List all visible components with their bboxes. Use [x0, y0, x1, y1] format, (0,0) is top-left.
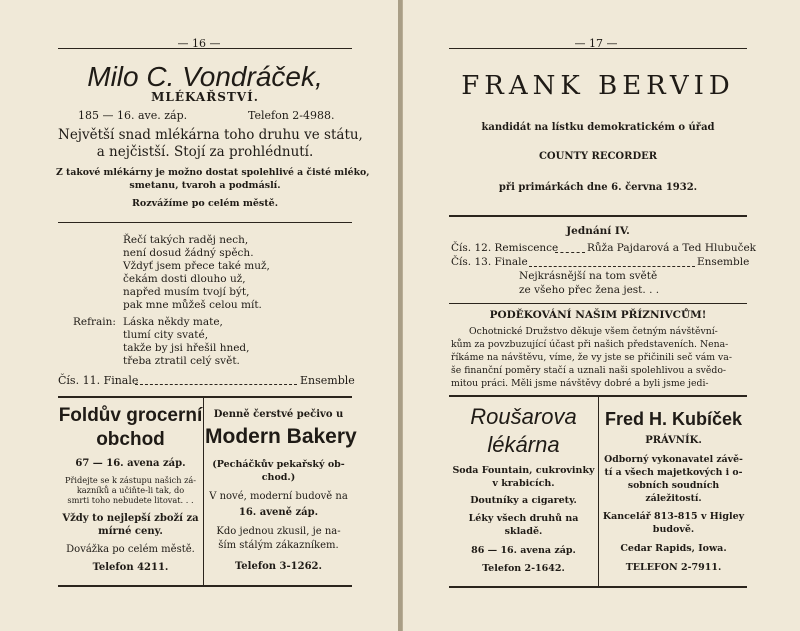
refrain-line: tlumí city svaté, [123, 329, 209, 341]
bakery-sub-2: chod.) [261, 472, 296, 483]
foldy-notice-3: smrti toho nebudete litovat. . . [67, 495, 194, 505]
refrain-line: Láska někdy mate, [123, 316, 223, 328]
vondracek-phone: Telefon 2-4988. [248, 109, 335, 122]
leader-dots [529, 266, 695, 267]
act-heading: Jednání IV. [566, 225, 630, 237]
program-item-11: Čís. 11. Finale [58, 374, 139, 387]
program-item-12-performer: Růža Pajdarová a Ted Hlubuček [587, 242, 757, 254]
bervid-line-3: při primárkách dne 6. června 1932. [498, 182, 698, 193]
kubicek-name: Fred H. Kubíček [604, 409, 743, 429]
verse-line: čekám dosti dlouho už, [123, 273, 246, 285]
bervid-name: FRANK BERVID [461, 71, 735, 101]
rousar-address: 86 — 16. avena záp. [471, 545, 576, 556]
refrain-line: třeba ztratil celý svět. [123, 355, 240, 367]
bakery-sub-1: (Pecháčkův pekařský ob- [212, 459, 345, 470]
refrain-line: takže by jsi hřešil hned, [123, 342, 250, 354]
kubicek-phone: TELEFON 2-7911. [625, 562, 722, 573]
foldy-notice-2: kazníků a učiňte-li tak, do [76, 485, 185, 495]
verse-line: Řečí takých raděj nech, [123, 234, 249, 246]
program-item-13-performer: Ensemble [697, 256, 750, 268]
kubicek-desc-3: sobních soudních [627, 480, 720, 491]
vondracek-name: Milo C. Vondráček, [87, 61, 323, 92]
section-rule [58, 222, 352, 223]
bakery-loyal-1: Kdo jednou zkusil, je na- [216, 526, 341, 537]
foldy-name-1: Foldův grocerní [58, 405, 203, 426]
ads-top-rule [58, 396, 352, 398]
bervid-line-1: kandidát na lístku demokratickém o úřad [481, 122, 715, 133]
leader-dots [555, 252, 585, 253]
kubicek-city: Cedar Rapids, Iowa. [620, 543, 727, 554]
thanks-line: še finanční poměry stačí a uznali naši spolehlivou a svědo- [451, 365, 727, 376]
right-page [402, 0, 800, 631]
thanks-title: PODĚKOVÁNÍ NAŠIM PŘÍZNIVCŮM! [489, 309, 707, 321]
ads-bottom-rule [449, 586, 747, 588]
vondracek-delivery: Rozvážíme po celém městě. [131, 198, 279, 209]
ads-divider [598, 396, 599, 586]
thanks-line: Ochotnické Družstvo děkuje všem četným návštěvní- [469, 326, 718, 337]
foldy-address: 67 — 16. avena záp. [75, 458, 186, 469]
thanks-line: říkáme na návštěvu, víme, že vy jste se přičinili seč vám va- [451, 352, 732, 363]
foldy-name-2: obchod [96, 429, 165, 450]
thanks-line: kům za povzbuzující účast při našich představeních. Nena- [451, 339, 729, 350]
rousar-name-1: Roušarova [470, 404, 577, 429]
top-rule [58, 48, 352, 49]
verse-line: není dosud žádný spěch. [123, 247, 254, 259]
rousar-soda-2: v krabicích. [492, 478, 555, 489]
rousar-drugs-2: skladě. [504, 526, 543, 537]
kubicek-trade: PRÁVNÍK. [645, 435, 702, 446]
rousar-cigars: Doutníky a cigarety. [470, 495, 577, 506]
rousar-name-2: lékárna [487, 432, 560, 457]
ads-divider [203, 397, 204, 585]
page-number: — 16 — [177, 37, 221, 50]
foldy-delivery: Dovážka po celém městě. [66, 544, 195, 555]
left-page [0, 0, 399, 631]
section-rule [449, 303, 747, 304]
kubicek-desc-2: tí a všech majetkových i o- [604, 467, 743, 478]
kubicek-office-2: budově. [652, 524, 695, 535]
rousar-soda-1: Soda Fountain, cukrovinky [452, 465, 595, 476]
section-rule [449, 215, 747, 217]
verse-line: pak mne můžeš celou mít. [123, 299, 262, 311]
bakery-new-2: 16. aveně záp. [238, 507, 319, 518]
foldy-slogan-1: Vždy to nejlepší zboží za [62, 513, 199, 524]
foldy-slogan-2: mírné ceny. [98, 526, 163, 537]
vondracek-claim-1: Největší snad mlékárna toho druhu ve státu, [58, 127, 363, 143]
verse-line: Vždyť jsem přece také muž, [123, 260, 270, 272]
lyric-line: ze všeho přec žena jest. . . [519, 284, 660, 296]
bakery-loyal-2: ším stálým zákazníkem. [218, 540, 339, 551]
page-number: — 17 — [574, 37, 618, 50]
bakery-tagline: Denně čerstvé pečivo u [213, 409, 344, 420]
kubicek-desc-1: Odborný vykonavatel závě- [604, 454, 743, 465]
kubicek-desc-4: záležitostí. [645, 493, 702, 504]
vondracek-claim-2: a nejčistší. Stojí za prohlédnutí. [96, 144, 314, 160]
rousar-phone: Telefon 2-1642. [482, 563, 565, 574]
foldy-phone: Telefon 4211. [92, 562, 169, 573]
rousar-drugs-1: Léky všech druhů na [468, 513, 579, 524]
program-item-11-performer: Ensemble [300, 374, 355, 387]
vondracek-offer-1: Z takové mlékárny je možno dostat spolehlivé a čisté mléko, [56, 167, 370, 178]
refrain-label: Refrain: [73, 316, 116, 328]
lyric-line: Nejkrásnější na tom světě [519, 270, 658, 282]
vondracek-address: 185 — 16. ave. záp. [78, 109, 188, 122]
vondracek-trade: MLÉKAŘSTVÍ. [151, 90, 259, 104]
bakery-name: Modern Bakery [205, 425, 357, 448]
verse-line: napřed musím tvojí být, [123, 286, 250, 298]
bakery-new-1: V nové, moderní budově na [209, 491, 348, 502]
bakery-phone: Telefon 3-1262. [235, 561, 322, 572]
top-rule [449, 48, 747, 49]
vondracek-offer-2: smetanu, tvaroh a podmáslí. [129, 180, 281, 191]
foldy-notice-1: Přidejte se k zástupu našich zá- [64, 475, 197, 485]
bervid-line-2: COUNTY RECORDER [538, 151, 658, 162]
leader-dots [135, 384, 297, 385]
thanks-line: mitou práci. Měli jsme návštěvy dobré a byli jsme jedi- [451, 378, 709, 389]
kubicek-office-1: Kancelář 813-815 v Higley [602, 511, 745, 522]
ads-bottom-rule [58, 585, 352, 587]
program-item-13: Čís. 13. Finale [451, 256, 528, 268]
program-item-12: Čís. 12. Remiscence [451, 242, 559, 254]
